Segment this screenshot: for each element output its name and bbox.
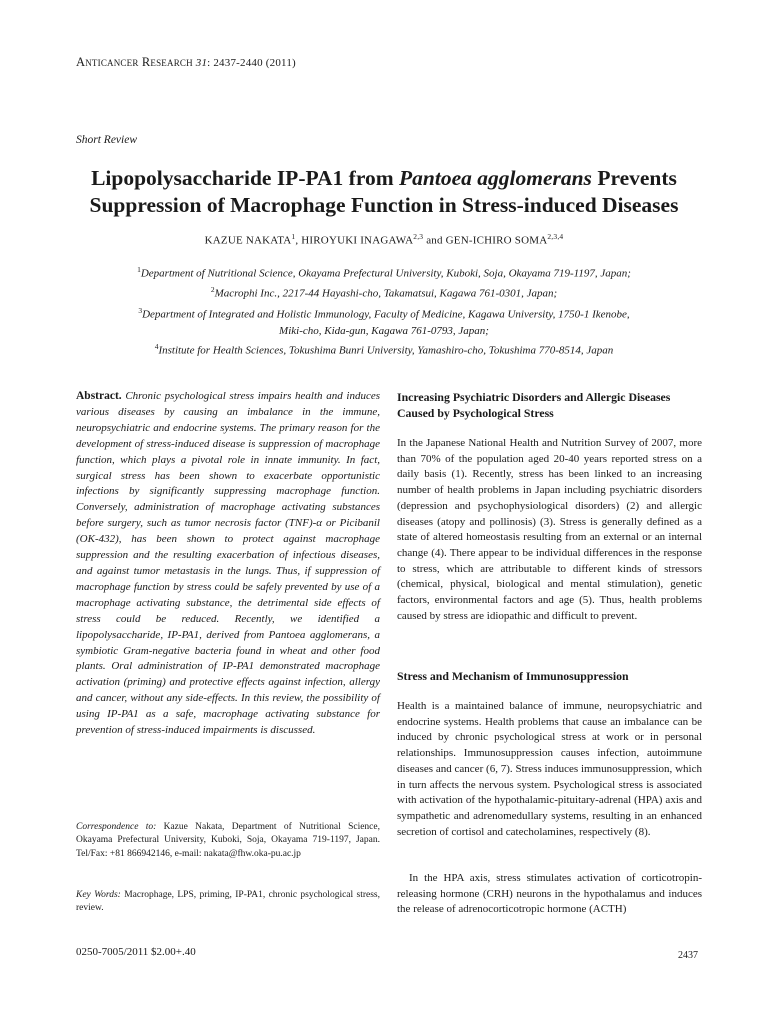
paper-title — [40, 165, 728, 219]
affiliation-line — [60, 323, 708, 340]
abstract-text: Chronic psychological stress impairs health and induces various diseases by causing an imbalance in the immune, neuropsychiatric and endocrine systems. The primary reason for the development of stress-induced disease is suppression of macrophage function, which plays a pivotal role in innate immunity. In fact, surgical stress has been shown to exacerbate opportunistic infections by significantly suppressing macrophage function. Conversely, administration of macrophage activating substances before surgery, such as tumor necrosis factor (TNF)-α or Picibanil (OK-432), has been shown to protect against macrophage suppression and the resulting exacerbation of infectious diseases, and against tumor metastasis in the lungs. Thus, if suppression of macrophage function by stress could be safely prevented by use of a macrophage activating substance, the detrimental side effects of stress could be reduced. Recently, we identified a lipopolysaccharide, IP-PA1, derived from Pantoea agglomerans, a symbiotic Gram-negative bacteria found in wheat and other food plants. Oral administration of IP-PA1 demonstrated macrophage activation (priming) and protective effects against infection, allergy and cancer, without any side-effects. In this review, the possibility of using IP-PA1 as a safe, macrophage activating substance for prevention of stress-induced impairments is discussed. — [76, 390, 380, 737]
keywords-note — [76, 889, 380, 916]
body-paragraph: In the HPA axis, stress stimulates activation of corticotropin-releasing hormone (CRH) neurons in the hypothalamus and induces the release of adrenocorticotropic hormone (ACTH) — [397, 872, 702, 916]
affiliation-text: Department of Integrated and Holistic Immunology, Faculty of Medicine, Kagawa University, 1750-1 Ikenobe, — [142, 308, 630, 321]
author-separator: and — [423, 234, 446, 247]
correspondence-text: Kazue Nakata, Department of Nutritional Science, Okayama Prefectural University, Kuboki, Soja, Okayama 719-1197, Japan. Tel/Fax: +81 866942146, e-mail: nakata@fhw.oka-pu.ac.jp — [76, 822, 380, 859]
section-heading: Increasing Psychiatric Disorders and Allergic Diseases Caused by Psychological Stress — [397, 390, 671, 420]
journal-volume: 31 — [195, 57, 208, 69]
author-affil-sup: 2,3,4 — [547, 232, 564, 241]
affiliation-line — [60, 282, 708, 302]
abstract-label: Abstract. — [76, 390, 122, 402]
author-separator: , — [295, 234, 302, 247]
affiliation-line — [60, 303, 708, 323]
affiliation-num: 2 — [210, 285, 215, 295]
abstract — [76, 389, 380, 739]
author-name: KAZUE NAKATA — [204, 234, 292, 247]
author-name: HIROYUKI INAGAWA — [301, 234, 414, 247]
correspondence-note — [76, 821, 380, 861]
affiliation-text: Miki-cho, Kida-gun, Kagawa 761-0793, Japan; — [279, 324, 489, 337]
section-heading: Stress and Mechanism of Immunosuppression — [397, 669, 629, 683]
title-part2: Prevents — [591, 166, 677, 190]
affiliation-line — [60, 262, 708, 282]
affiliation-text: Department of Nutritional Science, Okayama Prefectural University, Kuboki, Soja, Okayama 719-1197, Japan; — [140, 267, 631, 280]
body-paragraph: In the Japanese National Health and Nutrition Survey of 2007, more than 70% of the population aged 20-40 years reported stress on a daily basis (1). Recently, stress has been linked to an increasing number of health problems in Japan including psychiatric disorders (depression and psychophysiological disorders) (2) and allergic diseases (atopy and pollinosis) (3). Stress is generally defined as a state of altered homeostasis resulting from an external or an internal change (4). There appear to be individual differences in the response to stress, which are attributable to different kinds of stressors (chemical, physical, biological and mental stimulation), genetic factors, environmental factors and age (5). Thus, health problems caused by stress are idiopathic and difficult to prevent. — [397, 437, 702, 622]
title-line2: Suppression of Macrophage Function in Stress-induced Diseases — [89, 193, 679, 217]
running-head — [76, 55, 296, 70]
affiliation-num: 3 — [138, 305, 143, 315]
affiliation-text: Macrophi Inc., 2217-44 Hayashi-cho, Takamatsui, Kagawa 761-0301, Japan; — [214, 287, 558, 300]
article-type: Short Review — [76, 134, 137, 146]
author-affil-sup: 1 — [291, 232, 296, 241]
author-name: GEN-ICHIRO SOMA — [445, 234, 548, 247]
author-affil-sup: 2,3 — [413, 232, 424, 241]
affiliations — [60, 262, 708, 360]
title-species: Pantoea agglomerans — [399, 166, 592, 190]
correspondence-label: Correspondence to: — [76, 822, 157, 832]
body-paragraph: Health is a maintained balance of immune, neuropsychiatric and endocrine systems. Health problems that cause an imbalance can be induced by chronic psychological stress at work or in personal relationships. Immunosuppression causes infection, autoimmune diseases and cancer (6, 7). Stress induces immunosuppression, which in turn affects the nervous system. Psychological stress is associated with activation of the hypothalamic-pituitary-adrenal (HPA) axis and sympathetic and adrenomedullary systems, resulting in an enhanced secretion of cortisol and catecholamines, respectively (8). — [397, 700, 702, 838]
affiliation-text: Institute for Health Sciences, Tokushima Bunri University, Yamashiro-cho, Tokushima 770-8514, Japan — [158, 345, 614, 357]
journal-pages-year: : 2437-2440 (2011) — [207, 57, 296, 69]
title-part1: Lipopolysaccharide IP-PA1 from — [91, 166, 400, 190]
issn-price-line: 0250-7005/2011 $2.00+.40 — [76, 946, 196, 958]
author-list — [40, 232, 728, 247]
keywords-text: Macrophage, LPS, priming, IP-PA1, chronic psychological stress, review. — [76, 890, 380, 914]
page-number: 2437 — [678, 950, 698, 961]
affiliation-num: 4 — [154, 342, 159, 352]
affiliation-line — [60, 339, 708, 359]
affiliation-num: 1 — [137, 265, 141, 274]
journal-name: Anticancer Research — [76, 55, 193, 69]
keywords-label: Key Words: — [76, 890, 121, 900]
